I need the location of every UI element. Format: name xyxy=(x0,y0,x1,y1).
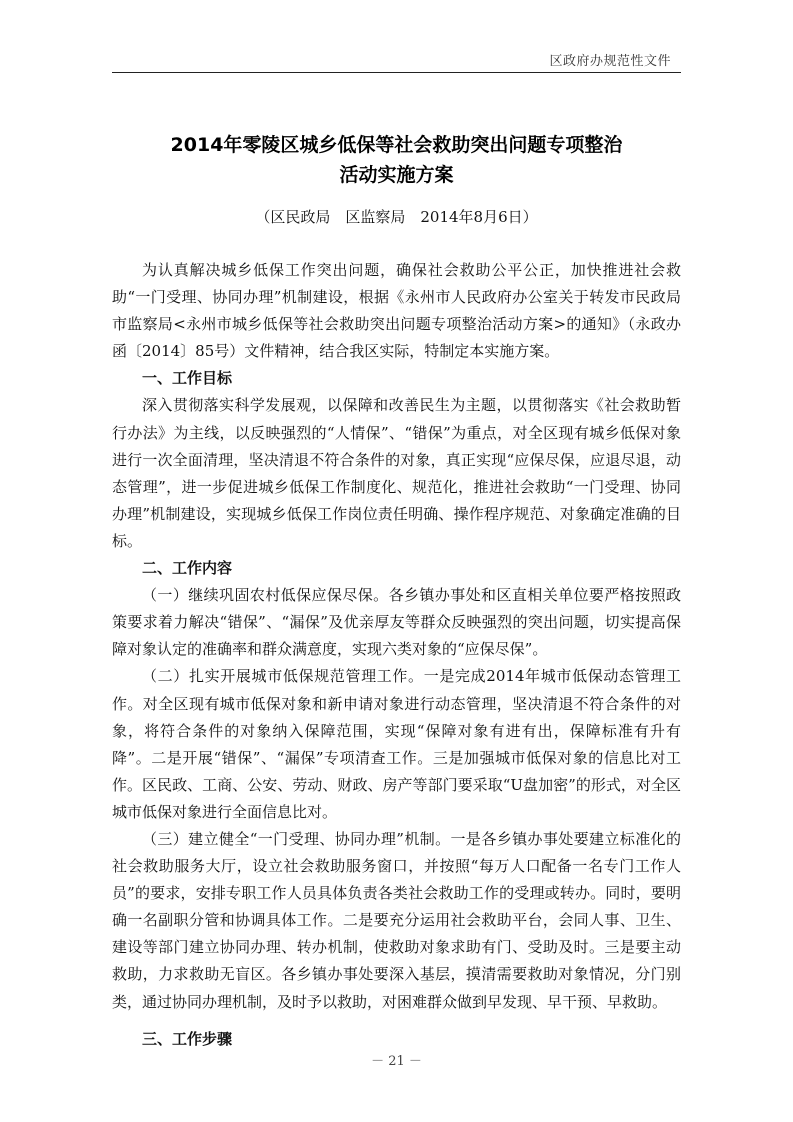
section-heading-work-goals: 一、工作目标 xyxy=(142,369,233,388)
section-heading-work-steps: 三、工作步骤 xyxy=(142,1029,233,1048)
content-item-3: （三）建立健全“一门受理、协同办理”机制。一是各乡镇办事处要建立标准化的社会救助服务大厅，设立社会救助服务窗口，并按照“每万人口配备一名专门工作人员”的要求，安排专职工作人员具体负责各类社会救助工作的受理或转办。同时，要明确一名副职分管和协调具体工作。二是要充分运用社会救助平台，会同人事、卫生、建设等部门建立协同办理、转办机制，使救助对象求助有门、受助及时。三是要主动救助，力求救助无盲区。各乡镇办事处要深入基层，摸清需要救助对象情况，分门别类，通过协同办理机制，及时予以救助，对困难群众做到早发现、早干预、早救助。 xyxy=(112,829,681,1011)
document-body xyxy=(112,257,681,1053)
content-item-2: （二）扎实开展城市低保规范管理工作。一是完成2014年城市低保动态管理工作。对全区现有城市低保对象和新申请对象进行动态管理，坚决清退不符合条件的对象，将符合条件的对象纳入保障范围，实现“保障对象有进有出，保障标准有升有降”。二是开展“错保”、“漏保”专项清查工作。三是加强城市低保对象的信息比对工作。区民政、工商、公安、劳动、财政、房产等部门要采取“U盘加密”的形式，对全区城市低保对象进行全面信息比对。 xyxy=(112,667,681,821)
document-title-line-1: 2014年零陵区城乡低保等社会救助突出问题专项整治 xyxy=(170,134,623,156)
header-label: 区政府办规范性文件 xyxy=(549,54,671,69)
intro-paragraph: 为认真解决城乡低保工作突出问题，确保社会救助公平公正，加快推进社会救助“一门受理、协同办理”机制建设，根据《永州市人民政府办公室关于转发市民政局市监察局<永州市城乡低保等社会救助突出问题专项整治活动方案>的通知》（永政办函〔2014〕85号）文件精神，结合我区实际，特制定本实施方案。 xyxy=(112,261,681,361)
goals-paragraph: 深入贯彻落实科学发展观，以保障和改善民生为主题，以贯彻落实《社会救助暂行办法》为主线，以反映强烈的“人情保”、“错保”为重点，对全区现有城乡低保对象进行一次全面清理，坚决清退不符合条件的对象，真正实现“应保尽保，应退尽退，动态管理”，进一步促进城乡低保工作制度化、规范化，推进社会救助“一门受理、协同办理”机制建设，实现城乡低保工作岗位责任明确、操作程序规范、对象确定准确的目标。 xyxy=(112,396,681,550)
page-number: － 21 － xyxy=(371,1054,422,1069)
document-title-line-2: 活动实施方案 xyxy=(339,164,454,186)
content-item-1: （一）继续巩固农村低保应保尽保。各乡镇办事处和区直相关单位要严格按照政策要求着力解决“错保”、“漏保”及优亲厚友等群众反映强烈的突出问题，切实提高保障对象认定的准确率和群众满意度，实现六类对象的“应保尽保”。 xyxy=(112,586,681,659)
issuer-line: （区民政局 区监察局 2014年8月6日） xyxy=(255,208,538,226)
header-divider xyxy=(112,72,681,73)
document-title xyxy=(112,130,681,190)
section-heading-work-content: 二、工作内容 xyxy=(142,559,233,578)
